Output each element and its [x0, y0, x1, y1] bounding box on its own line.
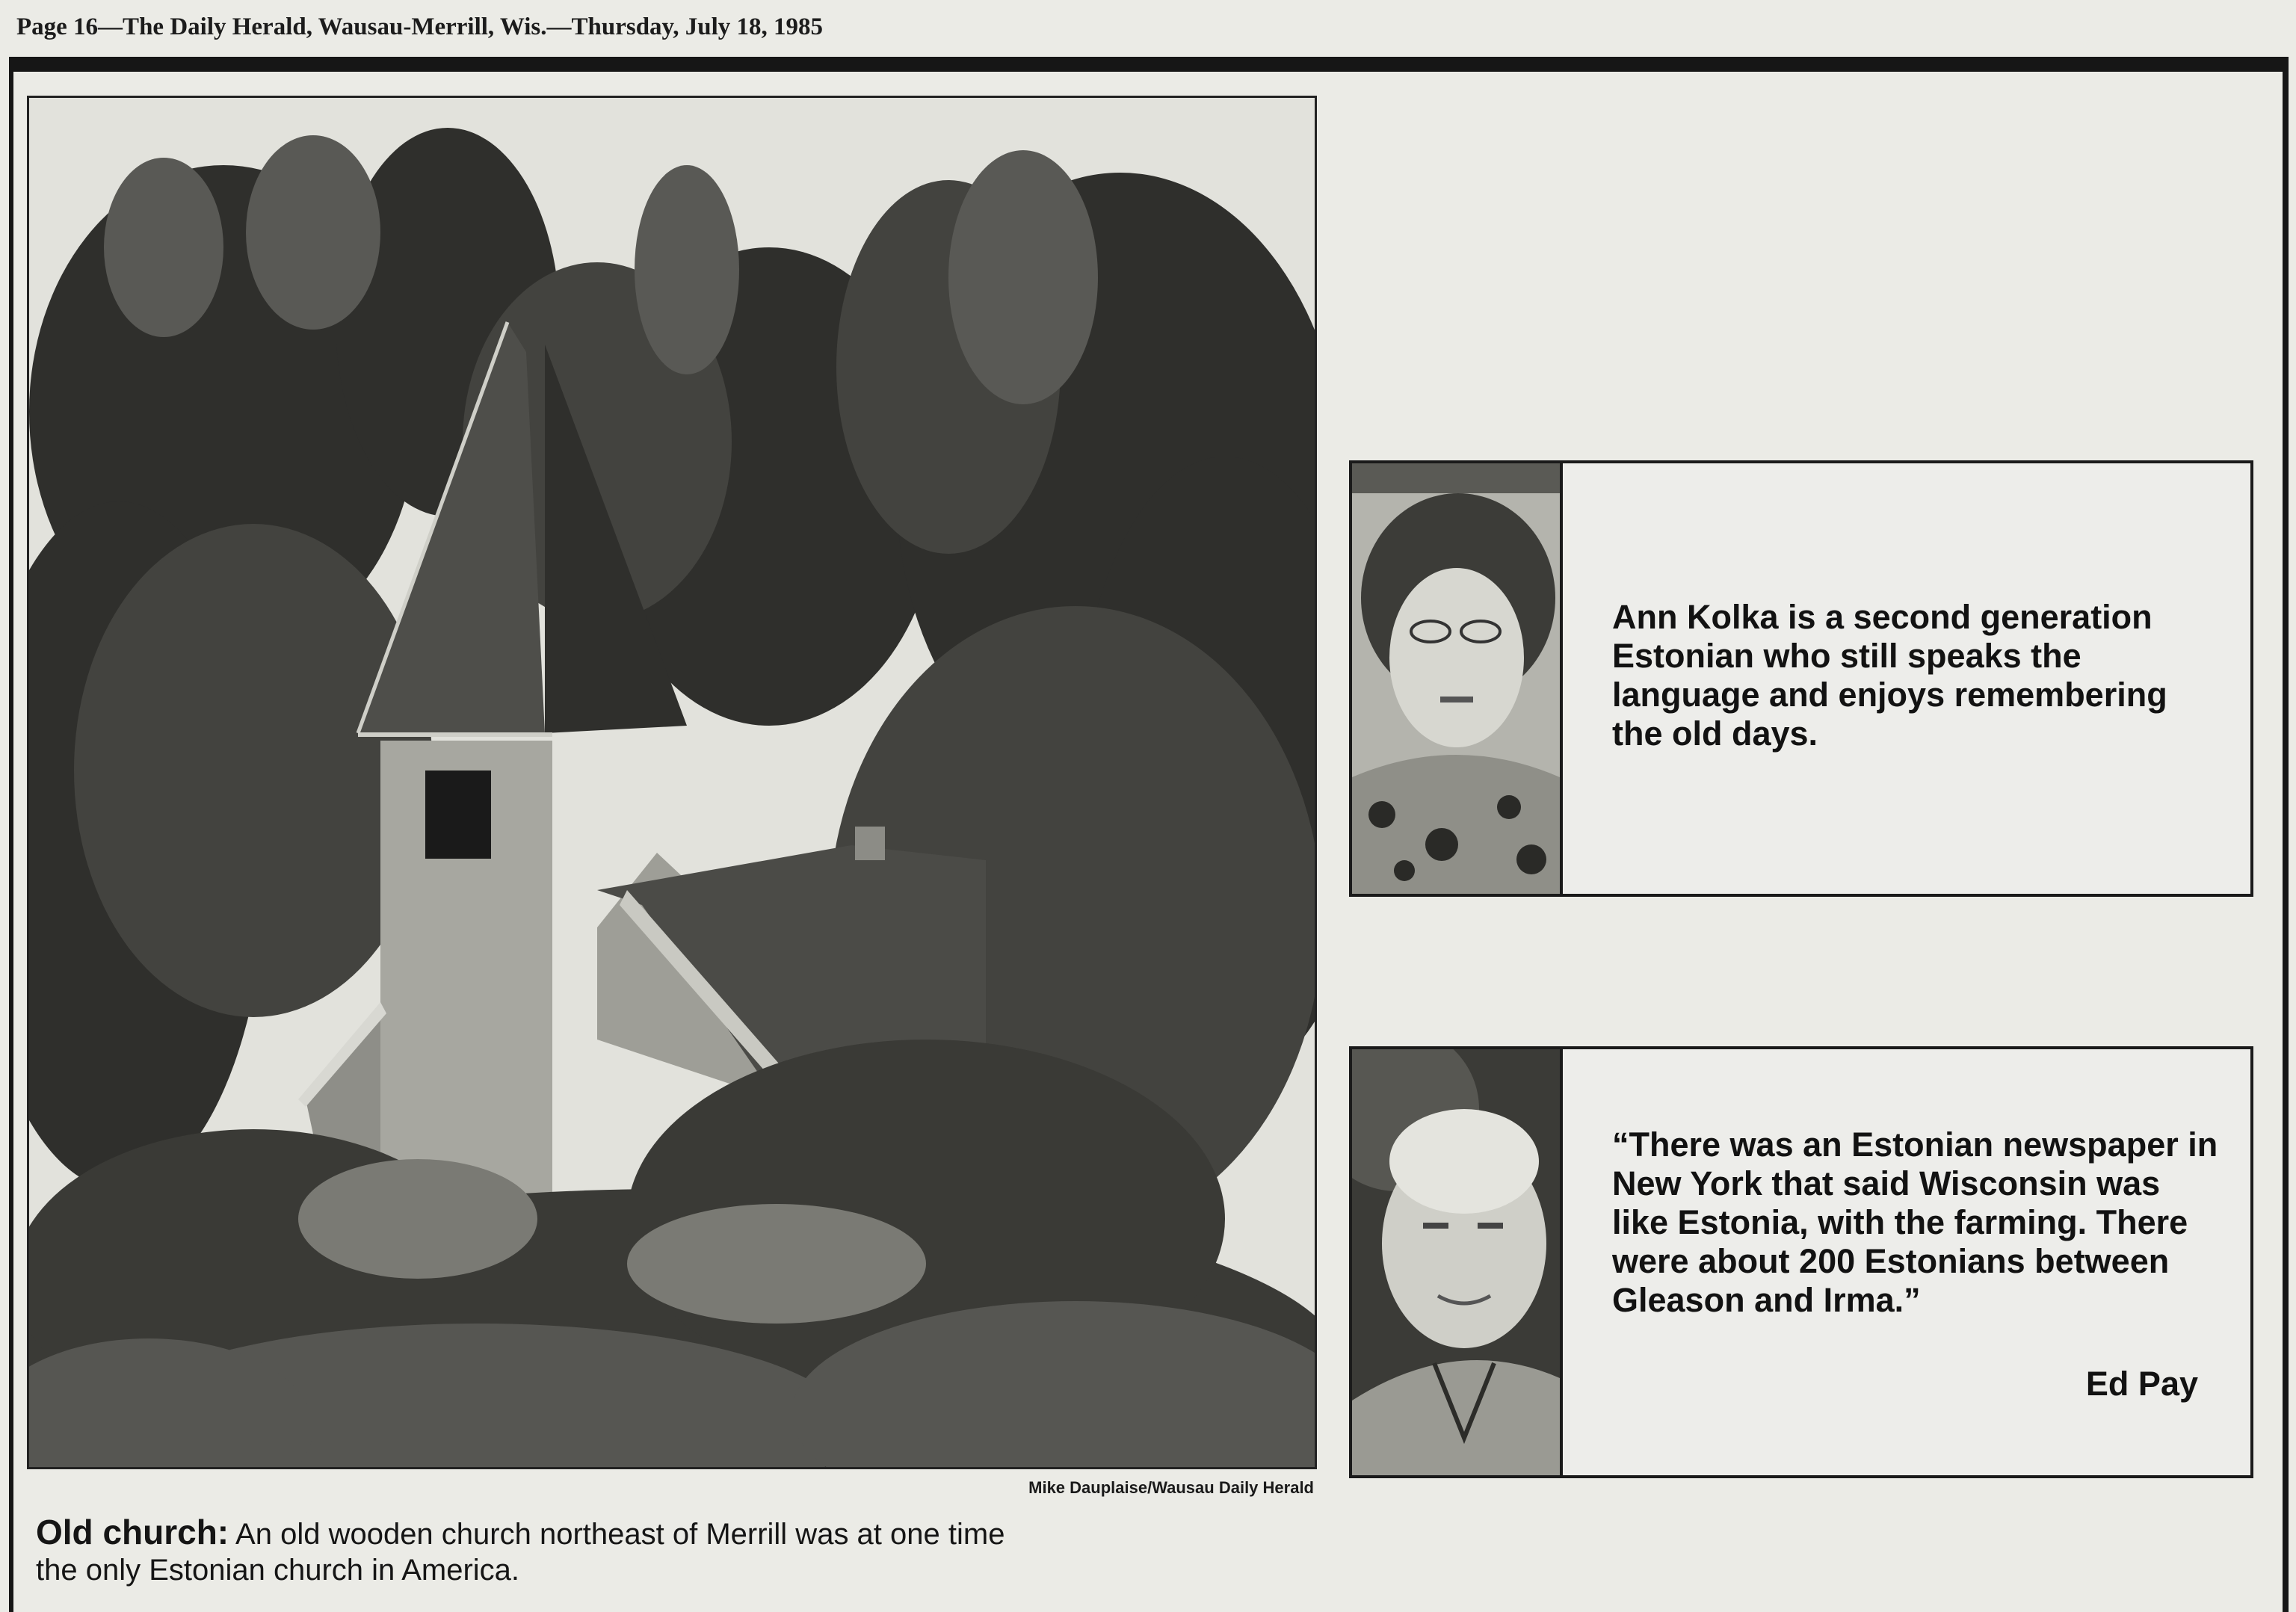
profile-box-ed-pay [1349, 1046, 2253, 1478]
quote-attribution: Ed Pay [2085, 1365, 2198, 1403]
photo-credit: Mike Dauplaise/Wausau Daily Herald [1028, 1478, 1314, 1497]
photo-caption [36, 1514, 1007, 1588]
profile-box-ann-kolka [1349, 460, 2253, 897]
portrait-ann-kolka [1352, 463, 1563, 894]
header-rule [9, 57, 2289, 72]
frame-left-rule [9, 72, 13, 1612]
church-photo [27, 96, 1317, 1469]
profile-quote: “There was an Estonian newspaper in New York that said Wisconsin was like Estonia, with the farming. There were about 200 Estonians between Gleason and Irma.” [1612, 1125, 2218, 1319]
page-folio: Page 16—The Daily Herald, Wausau-Merrill, Wis.—Thursday, July 18, 1985 [16, 13, 824, 40]
frame-right-rule [2283, 72, 2289, 1612]
profile-quote: Ann Kolka is a second generation Estonian who still speaks the language and enjoys remembering the old days. [1612, 598, 2167, 753]
portrait-ed-pay [1352, 1049, 1563, 1475]
caption-text: An old wooden church northeast of Merrill was at one time the only Estonian church in America. [36, 1518, 1005, 1587]
caption-lead: Old church: [36, 1513, 229, 1551]
